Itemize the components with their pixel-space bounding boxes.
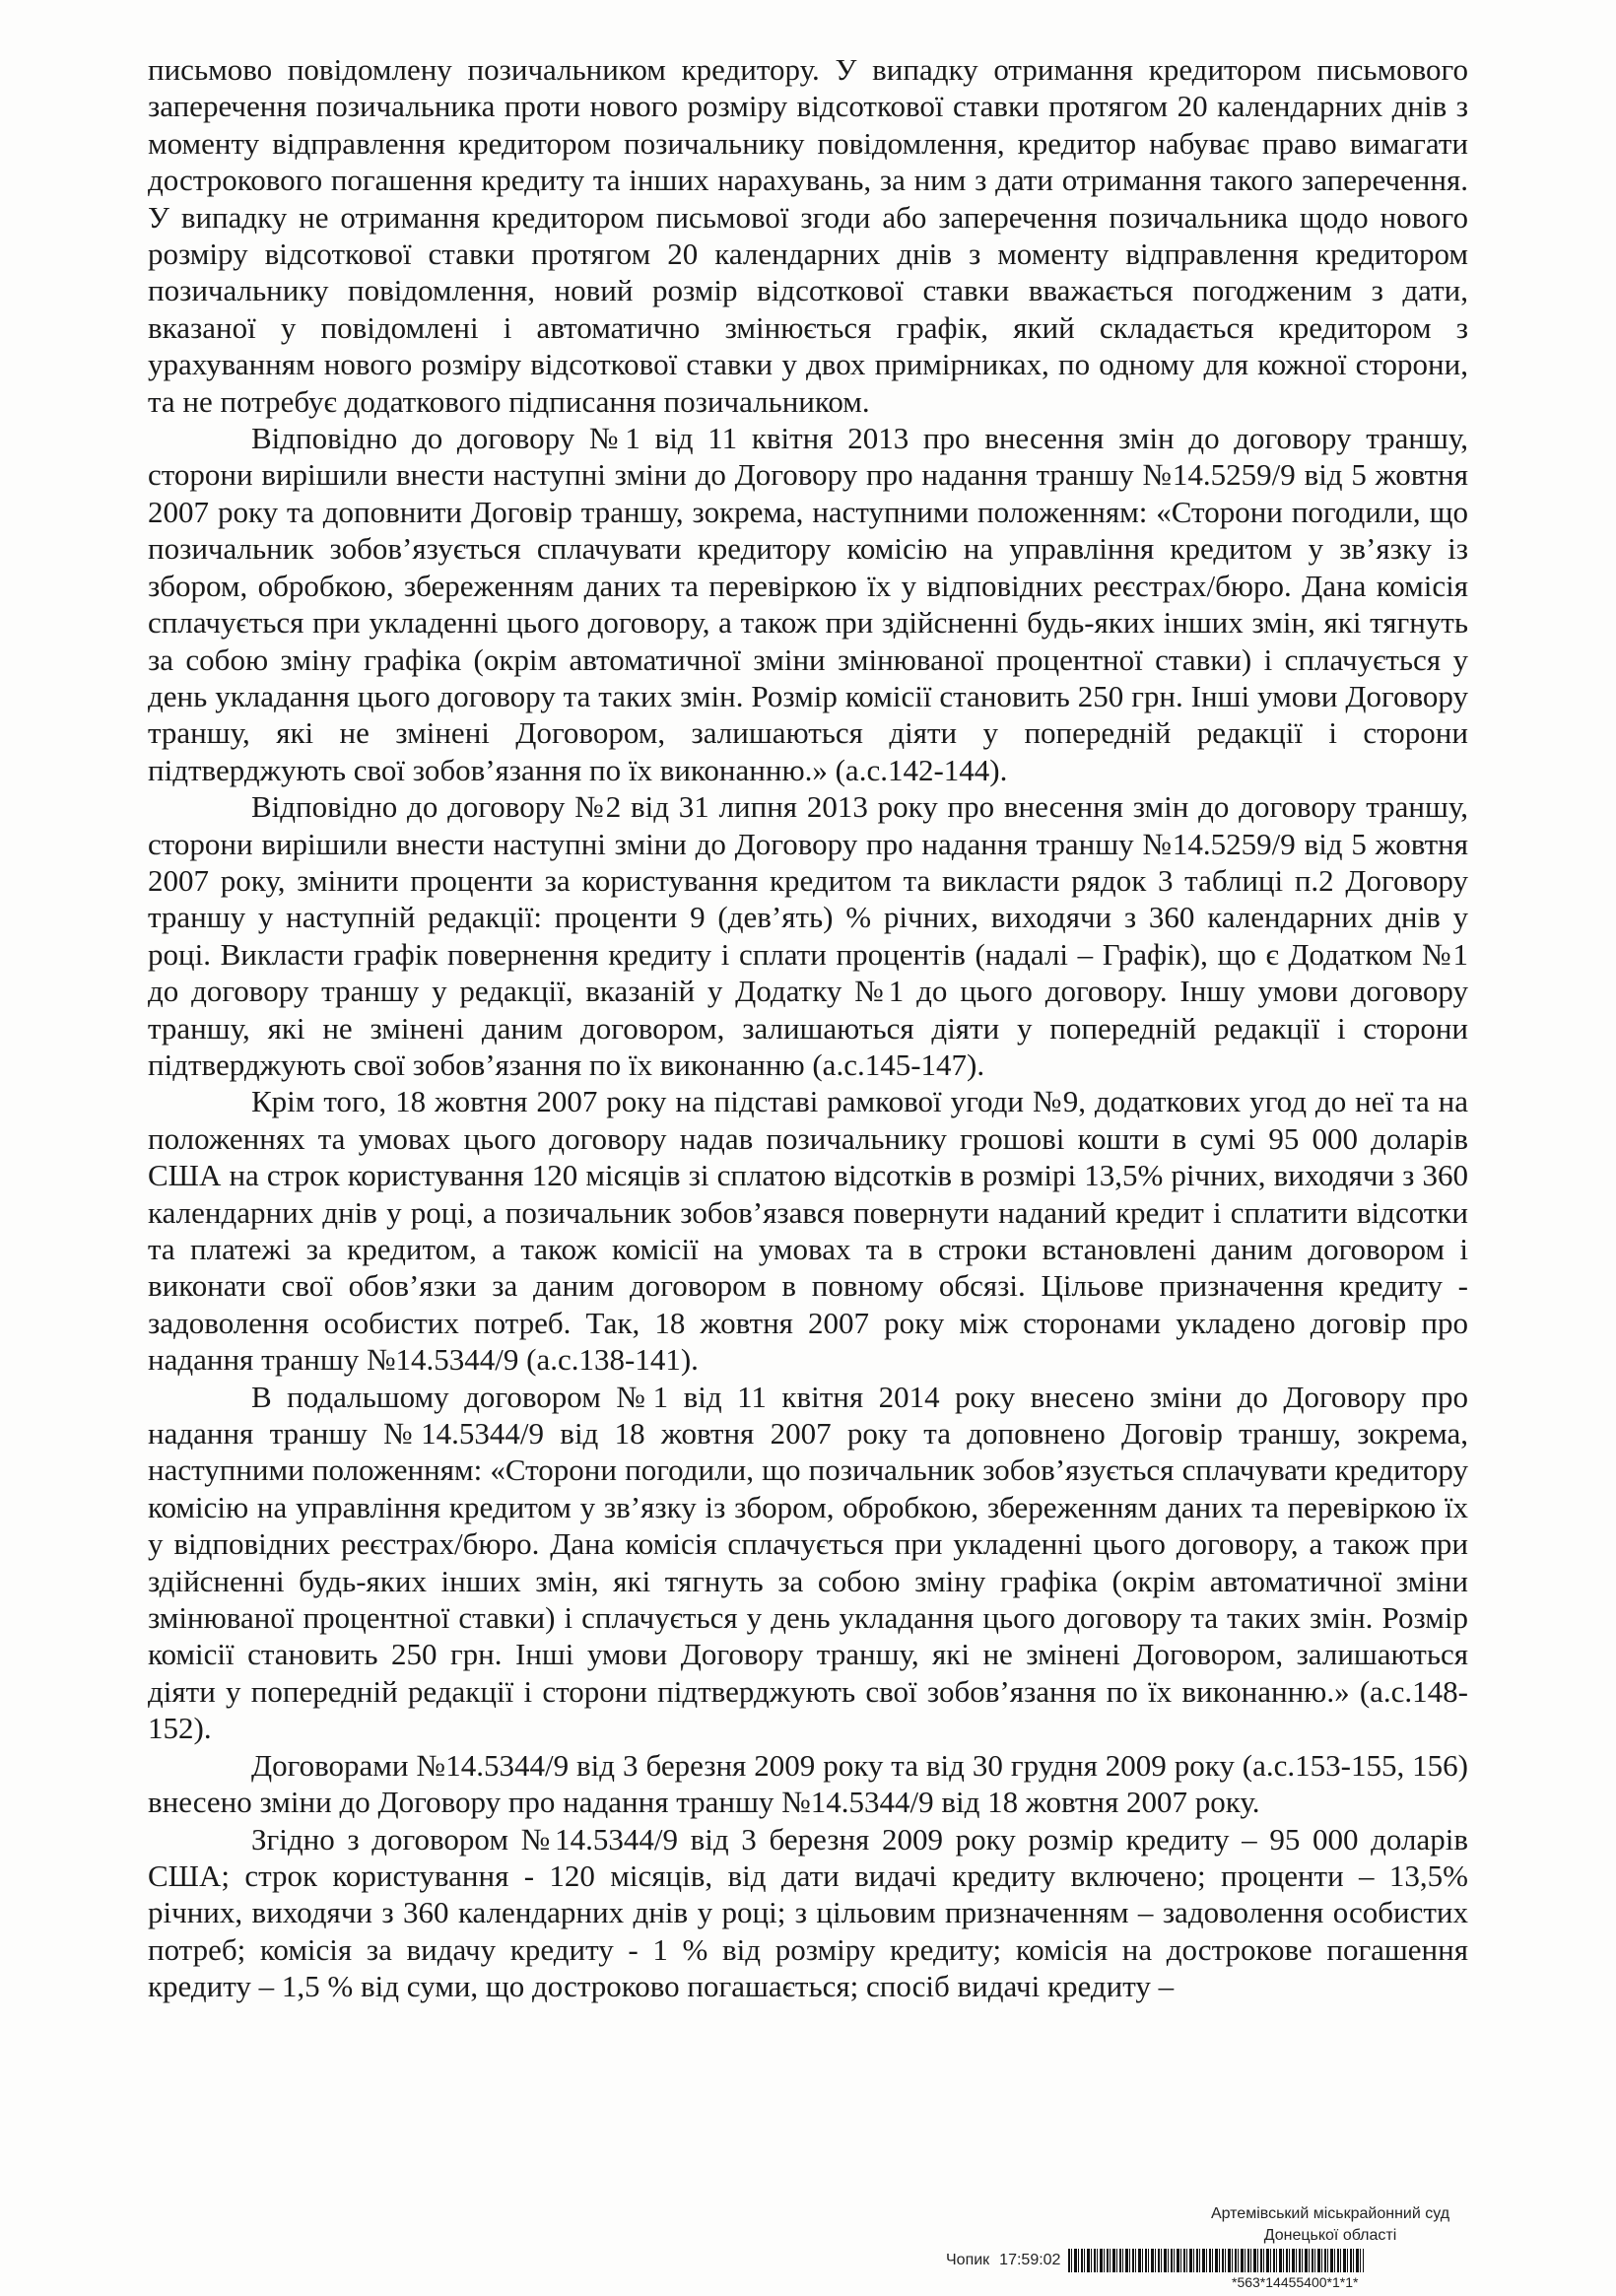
barcode-number: *563*14455400*1*1* xyxy=(1232,2274,1359,2290)
court-name: Артемівський міськрайонний суд xyxy=(1210,2205,1450,2222)
paragraph-4: Крім того, 18 жовтня 2007 року на підставі рамкової угоди №9, додаткових угод до неї та на положеннях та умовах цього договору надав позичальнику грошові кошти в сумі 95 000 доларів США на строк користування 120 місяців зі сплатою відсотків в розмірі 13,5% річних, виходячи з 360 календарних днів у році, а позичальник зобов’язався повернути наданий кредит і сплатити відсотки та платежі за кредитом, а також комісії на умовах та в строки встановлені даним договором і виконати свої обов’язки за даним договором в повному обсязі. Цільове призначення кредиту - задоволення особистих потреб. Так, 18 жовтня 2007 року між сторонами укладено договір про надання траншу №14.5344/9 (а.с.138-141). xyxy=(148,1084,1468,1378)
clerk-name: Чопик xyxy=(946,2252,990,2268)
barcode-icon xyxy=(1068,2249,1364,2272)
paragraph-6: Договорами №14.5344/9 від 3 березня 2009 року та від 30 грудня 2009 року (а.с.153-155, 156) внесено зміни до Договору про надання траншу №14.5344/9 від 18 жовтня 2007 року. xyxy=(148,1747,1468,1820)
paragraph-1: письмово повідомлену позичальником кредитору. У випадку отримання кредитором письмового заперечення позичальника проти нового розміру відсоткової ставки протягом 20 календарних днів з моменту відправлення кредитором позичальнику повідомлення, кредитор набуває право вимагати дострокового погашення кредиту та інших нарахувань, за ним з дати отримання такого заперечення. У випадку не отримання кредитором письмової згоди або заперечення позичальника щодо нового розміру відсоткової ставки протягом 20 календарних днів з моменту відправлення кредитором позичальнику повідомлення, новий розмір відсоткової ставки вважається погодженим з дати, вказаної у повідомлені і автоматично змінюється графік, який складається кредитором з урахуванням нового розміру відсоткової ставки у двох примірниках, по одному для кожної сторони, та не потребує додаткового підписання позичальником. xyxy=(148,52,1468,419)
document-body xyxy=(148,51,1468,2005)
court-stamp-footer xyxy=(946,2205,1537,2290)
stamp-time: 17:59:02 xyxy=(999,2252,1061,2268)
paragraph-2: Відповідно до договору №1 від 11 квітня 2013 про внесення змін до договору траншу, сторони вирішили внести наступні зміни до Договору про надання траншу №14.5259/9 від 5 жовтня 2007 року та доповнити Договір траншу, зокрема, наступними положенням: «Сторони погодили, що позичальник зобов’язується сплачувати кредитору комісію на управління кредитом у зв’язку із збором, обробкою, збереженням даних та перевіркою їх у відповідних реєстрах/бюро. Дана комісія сплачується при укладенні цього договору, а також при здійсненні будь-яких інших змін, які тягнуть за собою зміну графіка (окрім автоматичної зміни змінюваної процентної ставки) і сплачується у день укладання цього договору та таких змін. Розмір комісії становить 250 грн. Інші умови Договору траншу, які не змінені Договором, залишаються діяти у попередній редакції і сторони підтверджують свої зобов’язання по їх виконанню.» (а.с.142-144). xyxy=(148,421,1468,787)
stamp-line xyxy=(946,2249,1364,2272)
paragraph-7: Згідно з договором №14.5344/9 від 3 березня 2009 року розмір кредиту – 95 000 доларів США; строк користування - 120 місяців, від дати видачі кредиту включено; проценти – 13,5% річних, виходячи з 360 календарних днів у році; з цільовим призначенням – задоволення особистих потреб; комісія за видачу кредиту - 1 % від розміру кредиту; комісія на дострокове погашення кредиту – 1,5 % від суми, що достроково погашається; спосіб видачі кредиту – xyxy=(148,1821,1468,2004)
court-region: Донецької області xyxy=(1263,2227,1397,2244)
paragraph-3: Відповідно до договору №2 від 31 липня 2013 року про внесення змін до договору траншу, сторони вирішили внести наступні зміни до Договору про надання траншу №14.5259/9 від 5 жовтня 2007 року, змінити проценти за користування кредитом та викласти рядок 3 таблиці п.2 Договору траншу у наступній редакції: проценти 9 (дев’ять) % річних, виходячи з 360 календарних днів у році. Викласти графік повернення кредиту і сплати процентів (надалі – Графік), що є Додатком №1 до договору траншу у редакції, вказаній у Додатку №1 до цього договору. Іншу умови договору траншу, які не змінені даним договором, залишаються діяти у попередній редакції і сторони підтверджують свої зобов’язання по їх виконанню (а.с.145-147). xyxy=(148,789,1468,1082)
paragraph-5: В подальшому договором №1 від 11 квітня 2014 року внесено зміни до Договору про надання траншу №14.5344/9 від 18 жовтня 2007 року та доповнено Договір траншу, зокрема, наступними положенням: «Сторони погодили, що позичальник зобов’язується сплачувати кредитору комісію на управління кредитом у зв’язку із збором, обробкою, збереженням даних та перевіркою їх у відповідних реєстрах/бюро. Дана комісія сплачується при укладенні цього договору, а також при здійсненні будь-яких інших змін, які тягнуть за собою зміну графіка (окрім автоматичної зміни змінюваної процентної ставки) і сплачується у день укладання цього договору та таких змін. Розмір комісії становить 250 грн. Інші умови Договору траншу, які не змінені Договором, залишаються діяти у попередній редакції і сторони підтверджують свої зобов’язання по їх виконанню.» (а.с.148-152). xyxy=(148,1379,1468,1746)
